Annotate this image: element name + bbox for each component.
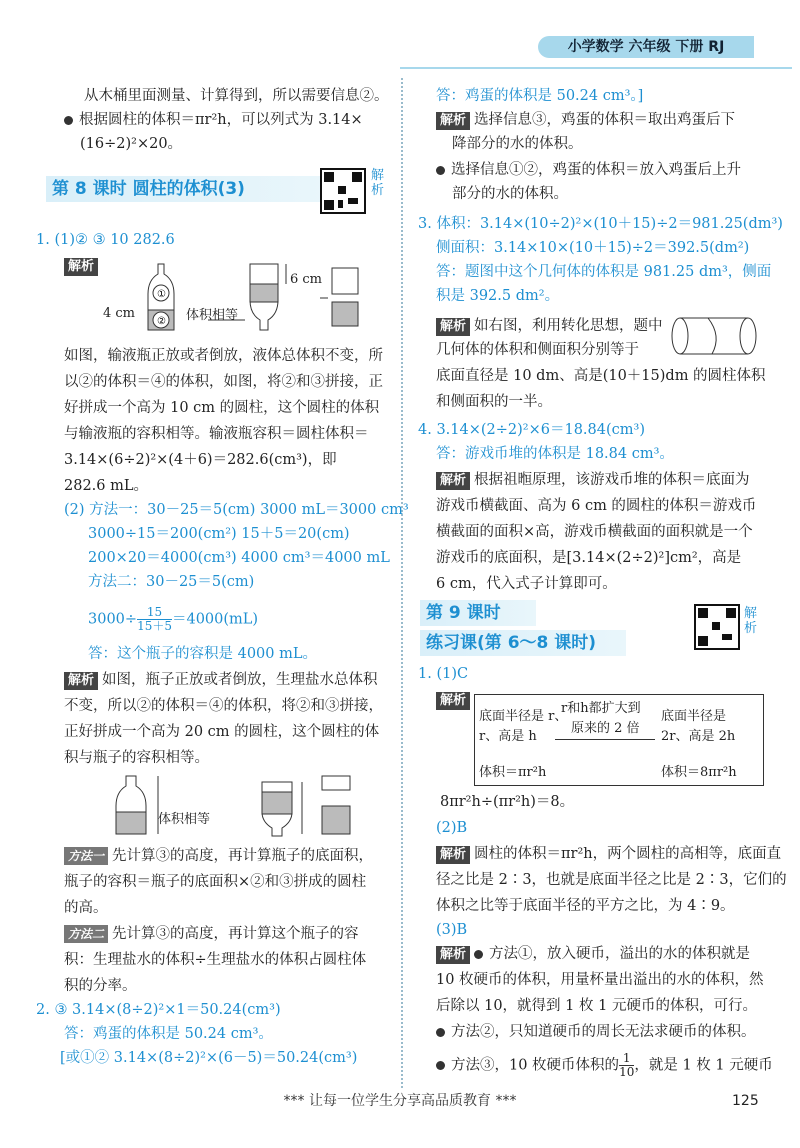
q3-d: 积是 392.5 dm²。 bbox=[436, 288, 560, 304]
r-line-5: 部分的水的体积。 bbox=[452, 186, 568, 202]
q2-ans: 答：鸡蛋的体积是 50.24 cm³。 bbox=[64, 1026, 273, 1042]
fig1-h4: 4 cm bbox=[103, 306, 136, 321]
transform-box: 底面半径是 r、 r、高是 h r和h都扩大到 原来的 2 倍 底面半径是 2r、高是 2h 体积＝πr²h 体积＝8πr²h bbox=[474, 694, 764, 786]
r-line-4: 选择信息①②，鸡蛋的体积＝放入鸡蛋后上升 bbox=[436, 160, 741, 180]
q1-answer: 1. (1)② ③ 10 282.6 bbox=[36, 232, 175, 248]
q2-answer: 2. ③ 3.14×(8÷2)²×1＝50.24(cm³) bbox=[36, 1002, 281, 1018]
r-line-2: 解析 选择信息③，鸡蛋的体积＝取出鸡蛋后下 bbox=[436, 110, 735, 130]
footer-slogan: *** 让每一位学生分享高品质教育 *** bbox=[283, 1093, 517, 1109]
q4-ans: 答：游戏币堆的体积是 18.84 cm³。 bbox=[436, 446, 674, 462]
svg-text:①: ① bbox=[157, 289, 166, 300]
q3-a: 3. 体积：3.14×(10÷2)²×(10＋15)÷2＝981.25(dm³) bbox=[418, 216, 783, 232]
q3-b: 侧面积：3.14×10×(10＋15)÷2＝392.5(dm²) bbox=[436, 240, 750, 256]
jiexi-label: 解析 bbox=[64, 256, 102, 276]
page-number: 125 bbox=[732, 1093, 759, 1109]
svg-text:②: ② bbox=[157, 316, 166, 327]
p2-answer: (2)B bbox=[436, 820, 468, 836]
lesson-8-title: 第 8 课时 圆柱的体积(3) bbox=[46, 176, 322, 202]
r-line-1: 答：鸡蛋的体积是 50.24 cm³。] bbox=[436, 88, 644, 104]
left-line-1: 从木桶里面测量、计算得到，所以需要信息②。 bbox=[84, 88, 389, 104]
bottle-figure-1 bbox=[100, 258, 390, 338]
r-line-3: 降部分的水的体积。 bbox=[452, 136, 583, 152]
qr-code-icon-2[interactable] bbox=[694, 604, 740, 650]
p1-jiexi: 解析 bbox=[436, 690, 474, 710]
q2-alt: [或①② 3.14×(8÷2)²×(6－5)＝50.24(cm³) bbox=[60, 1050, 358, 1066]
left-line-2: 根据圆柱的体积＝πr²h，可以列式为 3.14× bbox=[64, 110, 363, 130]
lesson-9-title: 第 9 课时 bbox=[420, 600, 536, 626]
fig2-mid: 体积相等 bbox=[158, 812, 211, 827]
p1-answer: 1. (1)C bbox=[418, 666, 469, 682]
qr-label-2: 解析 bbox=[744, 606, 758, 636]
header-rule bbox=[400, 67, 792, 69]
calc-line: 8πr²h÷(πr²h)＝8。 bbox=[440, 794, 575, 810]
q3-c: 答：题图中这个几何体的体积是 981.25 dm³，侧面 bbox=[436, 264, 772, 280]
fig1-h6: 6 cm bbox=[290, 272, 323, 287]
p3-answer: (3)B bbox=[436, 922, 468, 938]
qr-code-icon[interactable] bbox=[320, 168, 366, 214]
fig1-mid: 体积相等 bbox=[186, 308, 239, 323]
q4-answer: 4. 3.14×(2÷2)²×6＝18.84(cm³) bbox=[418, 422, 645, 438]
lesson-9-subtitle: 练习课(第 6～8 课时) bbox=[420, 630, 626, 656]
header-tag: 小学数学 六年级 下册 RJ bbox=[538, 36, 754, 58]
cylinder-figure bbox=[668, 314, 760, 358]
bottle-figure-2 bbox=[96, 772, 376, 838]
bulb-icon bbox=[64, 116, 73, 125]
left-line-3: (16÷2)²×20。 bbox=[80, 136, 183, 152]
qr-label: 解析 bbox=[371, 168, 385, 198]
column-divider bbox=[401, 78, 403, 1088]
